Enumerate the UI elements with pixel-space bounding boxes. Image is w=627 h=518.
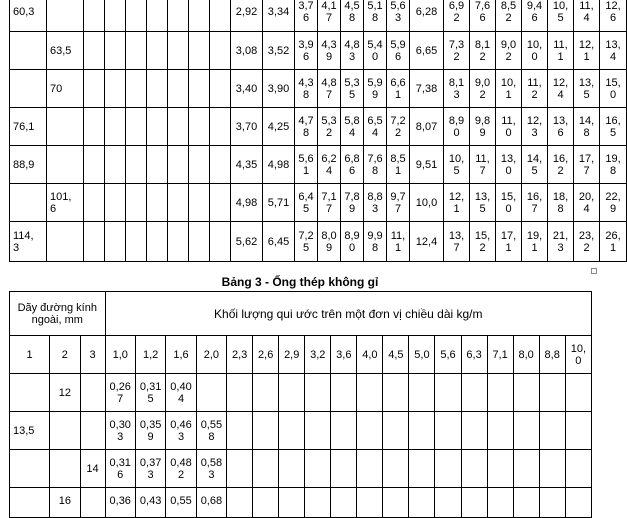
thickness-header-cell: 4,5 (383, 336, 409, 374)
diameter-cell (84, 184, 105, 222)
mass-cell: 16, 5 (600, 108, 627, 146)
empty-cell (168, 0, 189, 32)
mass-cell: 4,8 3 (341, 32, 364, 70)
mass-cell: 12, 4 (548, 70, 574, 108)
diameter-cell (47, 222, 84, 262)
thickness-header-cell: 5,0 (409, 336, 435, 374)
mass-cell (513, 374, 539, 412)
diameter-cell (80, 488, 105, 518)
mass-cell: 3,70 (231, 108, 263, 146)
mass-cell (227, 488, 253, 518)
series-number-cell: 1 (10, 336, 50, 374)
mass-cell: 17, 7 (574, 146, 600, 184)
mass-cell (383, 374, 409, 412)
diameter-cell (10, 70, 47, 108)
mass-cell (305, 374, 331, 412)
table-row (10, 450, 592, 488)
mass-cell: 10, 5 (548, 0, 574, 32)
mass-cell: 3,40 (231, 70, 263, 108)
mass-cell (461, 450, 487, 488)
empty-cell (126, 70, 147, 108)
mass-cell: 4,5 8 (341, 0, 364, 32)
diameter-cell (10, 450, 50, 488)
empty-cell (147, 184, 168, 222)
mass-cell (409, 450, 435, 488)
mass-cell: 9,0 2 (496, 32, 522, 70)
diameter-cell (47, 146, 84, 184)
diameter-cell: 101, 6 (47, 184, 84, 222)
mass-cell: 20, 4 (574, 184, 600, 222)
mass-cell: 7,38 (410, 70, 444, 108)
mass-cell (331, 450, 357, 488)
mass-cell: 10, 1 (496, 70, 522, 108)
mass-cell (305, 488, 331, 518)
mass-cell (487, 488, 513, 518)
header-outer-diameter: Dãy đường kính ngoài, mm (10, 292, 106, 336)
thickness-header-cell: 5,6 (435, 336, 461, 374)
mass-cell: 5,9 9 (364, 70, 387, 108)
mass-cell (461, 374, 487, 412)
mass-cell: 11, 7 (470, 146, 496, 184)
empty-cell (126, 222, 147, 262)
empty-cell (210, 222, 231, 262)
mass-cell: 5,8 4 (341, 108, 364, 146)
diameter-cell: 12 (50, 374, 80, 412)
mass-cell: 8,1 2 (470, 32, 496, 70)
mass-cell: 5,3 2 (318, 108, 341, 146)
mass-cell: 9,0 2 (470, 70, 496, 108)
mass-cell: 6,9 2 (444, 0, 470, 32)
mass-cell (196, 374, 226, 412)
empty-cell (105, 32, 126, 70)
mass-cell: 8,1 3 (444, 70, 470, 108)
thickness-header-cell: 2,9 (279, 336, 305, 374)
mass-cell: 6,8 6 (341, 146, 364, 184)
mass-cell: 8,0 9 (318, 222, 341, 262)
empty-cell (189, 32, 210, 70)
mass-cell: 6,5 4 (364, 108, 387, 146)
thickness-header-cell: 3,2 (305, 336, 331, 374)
mass-cell: 8,07 (410, 108, 444, 146)
empty-cell (168, 108, 189, 146)
mass-cell: 15, 2 (470, 222, 496, 262)
mass-cell: 13, 4 (600, 32, 627, 70)
table-row (10, 70, 627, 108)
mass-cell: 19, 1 (522, 222, 548, 262)
empty-cell (189, 108, 210, 146)
diameter-cell (10, 374, 50, 412)
table-anchor-handle[interactable] (591, 268, 597, 274)
mass-cell (227, 412, 253, 450)
mass-cell: 0,48 2 (166, 450, 196, 488)
mass-cell (461, 488, 487, 518)
mass-cell: 8,5 1 (387, 146, 410, 184)
thickness-header-cell: 7,1 (487, 336, 513, 374)
diameter-cell (84, 70, 105, 108)
mass-cell (331, 412, 357, 450)
mass-cell: 6,45 (263, 222, 295, 262)
mass-cell: 0,30 3 (105, 412, 135, 450)
mass-cell: 9,51 (410, 146, 444, 184)
diameter-cell (10, 184, 47, 222)
mass-cell (539, 488, 565, 518)
mass-cell: 12, 1 (444, 184, 470, 222)
diameter-cell: 60,3 (10, 0, 47, 32)
mass-cell: 12, 1 (574, 32, 600, 70)
mass-cell (513, 412, 539, 450)
table-row (10, 0, 627, 32)
table-row (10, 412, 592, 450)
diameter-cell: 76,1 (10, 108, 47, 146)
mass-cell (409, 374, 435, 412)
mass-cell: 12, 3 (522, 108, 548, 146)
diameter-cell: 63,5 (47, 32, 84, 70)
mass-cell (435, 488, 461, 518)
mass-cell: 18, 8 (548, 184, 574, 222)
empty-cell (168, 70, 189, 108)
mass-cell: 0,68 (196, 488, 226, 518)
mass-cell: 15, 0 (600, 70, 627, 108)
mass-cell: 9,8 9 (470, 108, 496, 146)
mass-cell: 5,6 1 (295, 146, 318, 184)
empty-cell (105, 184, 126, 222)
table-3-title: Bảng 3 - Ống thép không gỉ (221, 275, 379, 289)
mass-cell (357, 488, 383, 518)
empty-cell (210, 70, 231, 108)
mass-cell: 0,55 (166, 488, 196, 518)
mass-cell: 12,4 (410, 222, 444, 262)
mass-cell (435, 374, 461, 412)
table-row (10, 184, 627, 222)
diameter-cell: 114, 3 (10, 222, 47, 262)
mass-cell (253, 412, 279, 450)
mass-cell: 16, 2 (548, 146, 574, 184)
empty-cell (189, 0, 210, 32)
mass-cell (279, 488, 305, 518)
empty-cell (147, 32, 168, 70)
mass-cell (357, 374, 383, 412)
mass-cell (539, 412, 565, 450)
mass-cell: 6,65 (410, 32, 444, 70)
mass-cell (253, 374, 279, 412)
mass-cell: 4,35 (231, 146, 263, 184)
mass-cell: 12, 6 (600, 0, 627, 32)
diameter-cell (80, 412, 105, 450)
empty-cell (168, 184, 189, 222)
mass-cell: 0,43 (135, 488, 165, 518)
empty-cell (105, 108, 126, 146)
table-row (10, 146, 627, 184)
mass-cell (305, 450, 331, 488)
mass-cell: 14, 8 (574, 108, 600, 146)
mass-cell: 3,90 (263, 70, 295, 108)
mass-cell (279, 412, 305, 450)
mass-cell: 0,46 3 (166, 412, 196, 450)
empty-cell (210, 108, 231, 146)
mass-cell: 0,55 8 (196, 412, 226, 450)
empty-cell (168, 32, 189, 70)
thickness-header-cell: 1,6 (166, 336, 196, 374)
mass-cell: 10,0 (410, 184, 444, 222)
empty-cell (126, 184, 147, 222)
mass-cell (279, 374, 305, 412)
thickness-header-cell: 2,0 (196, 336, 226, 374)
mass-cell: 4,25 (263, 108, 295, 146)
mass-cell (305, 412, 331, 450)
mass-cell: 23, 2 (574, 222, 600, 262)
empty-cell (168, 146, 189, 184)
empty-cell (126, 32, 147, 70)
mass-cell: 2,92 (231, 0, 263, 32)
mass-cell (253, 488, 279, 518)
diameter-cell (50, 412, 80, 450)
mass-cell (409, 488, 435, 518)
table-row (10, 222, 627, 262)
empty-cell (105, 0, 126, 32)
mass-cell: 3,08 (231, 32, 263, 70)
empty-cell (210, 146, 231, 184)
mass-cell: 3,9 6 (295, 32, 318, 70)
mass-cell: 5,71 (263, 184, 295, 222)
thickness-header-cell: 6,3 (461, 336, 487, 374)
mass-cell: 11, 1 (548, 32, 574, 70)
table-3-body (10, 292, 592, 518)
mass-cell: 6,4 5 (295, 184, 318, 222)
mass-cell (565, 488, 591, 518)
mass-cell: 3,7 6 (295, 0, 318, 32)
mass-cell: 0,58 3 (196, 450, 226, 488)
diameter-cell (47, 108, 84, 146)
empty-cell (126, 146, 147, 184)
mass-cell: 4,3 9 (318, 32, 341, 70)
mass-cell: 10, 5 (444, 146, 470, 184)
empty-cell (147, 108, 168, 146)
mass-cell: 6,28 (410, 0, 444, 32)
table-row (10, 32, 627, 70)
mass-cell (331, 374, 357, 412)
diameter-cell: 70 (47, 70, 84, 108)
mass-cell: 10, 0 (522, 32, 548, 70)
header-mass-per-length: Khối lượng qui ước trên một đơn vị chiều dài kg/m (105, 292, 591, 336)
mass-cell (539, 450, 565, 488)
diameter-cell: 14 (80, 450, 105, 488)
mass-cell (409, 412, 435, 450)
empty-cell (126, 108, 147, 146)
mass-cell: 0,36 (105, 488, 135, 518)
mass-cell: 14, 5 (522, 146, 548, 184)
thickness-header-cell: 3,6 (331, 336, 357, 374)
thickness-header-cell: 1,0 (105, 336, 135, 374)
mass-cell: 13, 6 (548, 108, 574, 146)
mass-cell (435, 450, 461, 488)
mass-cell: 4,8 7 (318, 70, 341, 108)
mass-cell: 16, 7 (522, 184, 548, 222)
diameter-cell (84, 108, 105, 146)
mass-cell: 7,8 9 (341, 184, 364, 222)
thickness-header-cell: 10, 0 (565, 336, 591, 374)
mass-cell: 7,3 2 (444, 32, 470, 70)
mass-cell: 6,6 1 (387, 70, 410, 108)
series-number-cell: 3 (80, 336, 105, 374)
mass-cell: 13, 7 (444, 222, 470, 262)
mass-cell: 13, 5 (470, 184, 496, 222)
mass-cell: 9,4 6 (522, 0, 548, 32)
mass-cell (487, 412, 513, 450)
mass-cell: 5,62 (231, 222, 263, 262)
mass-cell: 13, 0 (496, 146, 522, 184)
mass-cell: 11, 4 (574, 0, 600, 32)
empty-cell (210, 32, 231, 70)
mass-cell (383, 488, 409, 518)
diameter-cell: 88,9 (10, 146, 47, 184)
mass-cell: 26, 1 (600, 222, 627, 262)
diameter-cell (50, 450, 80, 488)
table-1-continued (9, 0, 627, 262)
empty-cell (168, 222, 189, 262)
mass-cell: 9,9 8 (364, 222, 387, 262)
empty-cell (126, 0, 147, 32)
mass-cell (383, 412, 409, 450)
mass-cell: 0,40 4 (166, 374, 196, 412)
mass-cell (435, 412, 461, 450)
mass-cell (279, 450, 305, 488)
mass-cell: 11, 1 (387, 222, 410, 262)
empty-cell (189, 146, 210, 184)
mass-cell (253, 450, 279, 488)
mass-cell (565, 412, 591, 450)
mass-cell (357, 412, 383, 450)
mass-cell: 7,2 2 (387, 108, 410, 146)
mass-cell: 21, 3 (548, 222, 574, 262)
mass-cell: 7,2 5 (295, 222, 318, 262)
mass-cell: 3,34 (263, 0, 295, 32)
diameter-cell (84, 222, 105, 262)
mass-cell (487, 450, 513, 488)
empty-cell (147, 146, 168, 184)
thickness-header-cell: 2,6 (253, 336, 279, 374)
mass-cell: 3,52 (263, 32, 295, 70)
mass-cell (357, 450, 383, 488)
diameter-cell (10, 488, 50, 518)
diameter-cell (84, 0, 105, 32)
mass-cell (513, 450, 539, 488)
mass-cell: 6,2 4 (318, 146, 341, 184)
mass-cell (331, 488, 357, 518)
mass-cell: 8,9 0 (444, 108, 470, 146)
mass-cell: 0,26 7 (105, 374, 135, 412)
diameter-cell: 13,5 (10, 412, 50, 450)
mass-cell: 22, 9 (600, 184, 627, 222)
mass-cell: 13, 5 (574, 70, 600, 108)
empty-cell (147, 222, 168, 262)
mass-cell: 11, 2 (522, 70, 548, 108)
empty-cell (105, 222, 126, 262)
mass-cell (565, 450, 591, 488)
mass-cell: 0,35 9 (135, 412, 165, 450)
mass-cell (539, 374, 565, 412)
mass-cell: 8,9 0 (341, 222, 364, 262)
mass-cell: 4,7 8 (295, 108, 318, 146)
diameter-cell (80, 374, 105, 412)
table-row (10, 108, 627, 146)
mass-cell (227, 450, 253, 488)
empty-cell (147, 70, 168, 108)
mass-cell (227, 374, 253, 412)
empty-cell (189, 222, 210, 262)
mass-cell: 19, 8 (600, 146, 627, 184)
empty-cell (210, 184, 231, 222)
mass-cell: 4,98 (231, 184, 263, 222)
series-number-cell: 2 (50, 336, 80, 374)
empty-cell (105, 70, 126, 108)
mass-cell: 0,31 6 (105, 450, 135, 488)
mass-cell: 7,1 7 (318, 184, 341, 222)
mass-cell: 0,31 5 (135, 374, 165, 412)
diameter-cell (84, 32, 105, 70)
thickness-header-cell: 1,2 (135, 336, 165, 374)
mass-cell: 15, 0 (496, 184, 522, 222)
empty-cell (105, 146, 126, 184)
mass-cell (513, 488, 539, 518)
mass-cell: 4,3 8 (295, 70, 318, 108)
mass-cell: 7,6 6 (470, 0, 496, 32)
diameter-cell (47, 0, 84, 32)
table-3-stainless-steel (9, 291, 592, 518)
empty-cell (189, 70, 210, 108)
mass-cell: 5,3 5 (341, 70, 364, 108)
mass-cell (565, 374, 591, 412)
empty-cell (189, 184, 210, 222)
mass-cell (487, 374, 513, 412)
diameter-cell (84, 146, 105, 184)
mass-cell: 8,8 3 (364, 184, 387, 222)
diameter-cell: 16 (50, 488, 80, 518)
mass-cell: 7,6 8 (364, 146, 387, 184)
mass-cell: 4,98 (263, 146, 295, 184)
mass-cell: 5,6 3 (387, 0, 410, 32)
mass-cell: 17, 1 (496, 222, 522, 262)
mass-cell: 8,5 2 (496, 0, 522, 32)
thickness-header-cell: 8,0 (513, 336, 539, 374)
mass-cell: 11, 0 (496, 108, 522, 146)
table-row (10, 374, 592, 412)
empty-cell (147, 0, 168, 32)
mass-cell: 4,1 7 (318, 0, 341, 32)
empty-cell (210, 0, 231, 32)
mass-cell: 5,4 0 (364, 32, 387, 70)
thickness-header-cell: 4,0 (357, 336, 383, 374)
diameter-cell (10, 32, 47, 70)
mass-cell (383, 450, 409, 488)
mass-cell: 0,37 3 (135, 450, 165, 488)
mass-cell: 9,7 7 (387, 184, 410, 222)
mass-cell: 5,1 8 (364, 0, 387, 32)
mass-cell (461, 412, 487, 450)
thickness-header-cell: 2,3 (227, 336, 253, 374)
table-1-body (10, 0, 627, 262)
thickness-header-cell: 8,8 (539, 336, 565, 374)
table-row (10, 488, 592, 518)
header-row-thickness (10, 336, 592, 374)
mass-cell: 5,9 6 (387, 32, 410, 70)
